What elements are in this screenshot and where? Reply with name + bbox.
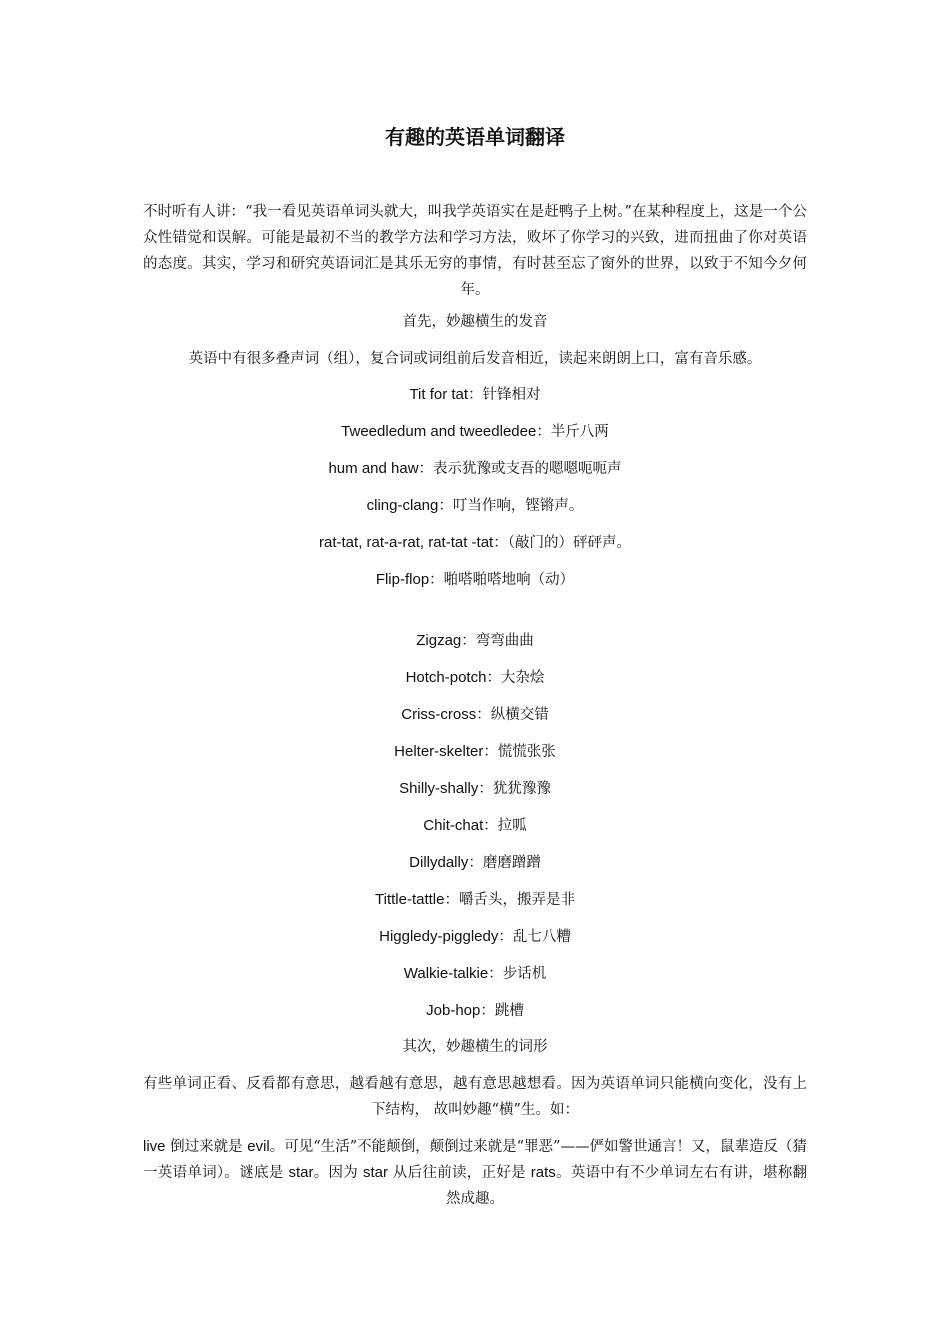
word-english: Tweedledum and tweedledee xyxy=(341,423,537,440)
word-item xyxy=(143,420,807,444)
word-english: Shilly-shally xyxy=(399,780,479,797)
example-text: 。因为 xyxy=(313,1165,363,1181)
word-english: Zigzag xyxy=(416,632,462,649)
word-item xyxy=(143,666,807,690)
word-english: Dillydally xyxy=(409,854,469,871)
word-translation: ：表示犹豫或支吾的嗯嗯呃呃声 xyxy=(418,461,622,477)
example-word: rats xyxy=(530,1164,556,1181)
word-translation: ：犹犹豫豫 xyxy=(478,781,551,797)
word-translation: ：大杂烩 xyxy=(486,670,545,686)
example-word: star xyxy=(288,1164,314,1181)
word-translation: ：叮当作响，铿锵声。 xyxy=(438,498,584,514)
word-translation: ：嚼舌头，搬弄是非 xyxy=(444,892,575,908)
word-item xyxy=(143,383,807,407)
word-english: Tittle-tattle xyxy=(375,891,445,908)
example-word: live xyxy=(143,1138,166,1155)
word-translation: ：弯弯曲曲 xyxy=(461,633,534,649)
word-english: cling-clang xyxy=(366,497,439,514)
intro-paragraph: 不时听有人讲：“我一看见英语单词头就大，叫我学英语实在是赶鸭子上树。”在某种程度上，这是一个公众性错觉和误解。可能是最初不当的教学方法和学习方法，败坏了你学习的兴致，进而扭曲了你对英语的态度。其实，学习和研究英语词汇是其乐无穷的事情，有时甚至忘了窗外的世界，以致于不知今夕何年。 xyxy=(143,204,807,298)
word-item xyxy=(143,740,807,764)
word-english: hum and haw xyxy=(328,460,419,477)
word-translation: ：步话机 xyxy=(488,966,547,982)
word-item xyxy=(143,457,807,481)
section-description-pronunciation: 英语中有很多叠声词（组），复合词或词组前后发音相近，读起来朗朗上口，富有音乐感。 xyxy=(188,351,762,367)
word-item xyxy=(143,703,807,727)
example-word: evil xyxy=(247,1138,270,1155)
word-translation: ：拉呱 xyxy=(483,818,527,834)
word-item xyxy=(143,531,807,555)
word-english: Helter-skelter xyxy=(394,743,484,760)
word-item xyxy=(143,814,807,838)
word-item xyxy=(143,962,807,986)
word-translation: ：半斤八两 xyxy=(536,424,609,440)
word-translation: ：磨磨蹭蹭 xyxy=(468,855,541,871)
example-text: 。英语中有不少单词左右有讲，堪称翻然成趣。 xyxy=(446,1165,808,1207)
word-english: rat-tat, rat-a-rat, rat-tat -tat xyxy=(319,534,494,551)
example-text: 。可见“生活”不能颠倒，颠倒过来就是“罪恶”——俨如警世通言！又，鼠辈造反（猜一英语单词）。谜底是 xyxy=(143,1139,807,1181)
section-heading-form: 其次，妙趣横生的词形 xyxy=(402,1039,548,1055)
example-word: star xyxy=(362,1164,388,1181)
section-description-form: 有些单词正看、反看都有意思，越看越有意思，越有意思越想看。因为英语单词只能横向变化，没有上下结构， 故叫妙趣“横”生。如： xyxy=(143,1076,807,1118)
word-translation: ：跳槽 xyxy=(480,1003,524,1019)
word-item xyxy=(143,999,807,1023)
word-item xyxy=(143,925,807,949)
word-translation: ：啪嗒啪嗒地响（动） xyxy=(429,572,575,588)
word-english: Tit for tat xyxy=(409,386,469,403)
word-english: Criss-cross xyxy=(401,706,477,723)
word-english: Flip-flop xyxy=(375,571,430,588)
word-english: Walkie-talkie xyxy=(403,965,489,982)
word-english: Chit-chat xyxy=(423,817,484,834)
word-english: Hotch-potch xyxy=(405,669,487,686)
section-heading-pronunciation: 首先，妙趣横生的发音 xyxy=(402,314,548,330)
example-text: 倒过来就是 xyxy=(165,1139,248,1155)
word-item xyxy=(143,494,807,518)
word-english: Job-hop xyxy=(426,1002,481,1019)
word-translation: ：纵横交错 xyxy=(476,707,549,723)
word-translation: ：乱七八糟 xyxy=(498,929,571,945)
word-item xyxy=(143,777,807,801)
example-paragraph xyxy=(143,1134,807,1212)
example-text: 从后往前读，正好是 xyxy=(387,1165,531,1181)
page-title: 有趣的英语单词翻译 xyxy=(385,125,565,149)
word-item xyxy=(143,888,807,912)
word-translation: ：针锋相对 xyxy=(468,387,541,403)
word-item xyxy=(143,568,807,592)
word-english: Higgledy-piggledy xyxy=(379,928,499,945)
word-translation: ：（敲门的）砰砰声。 xyxy=(493,535,631,551)
word-item xyxy=(143,629,807,653)
word-item xyxy=(143,851,807,875)
word-translation: ：慌慌张张 xyxy=(483,744,556,760)
